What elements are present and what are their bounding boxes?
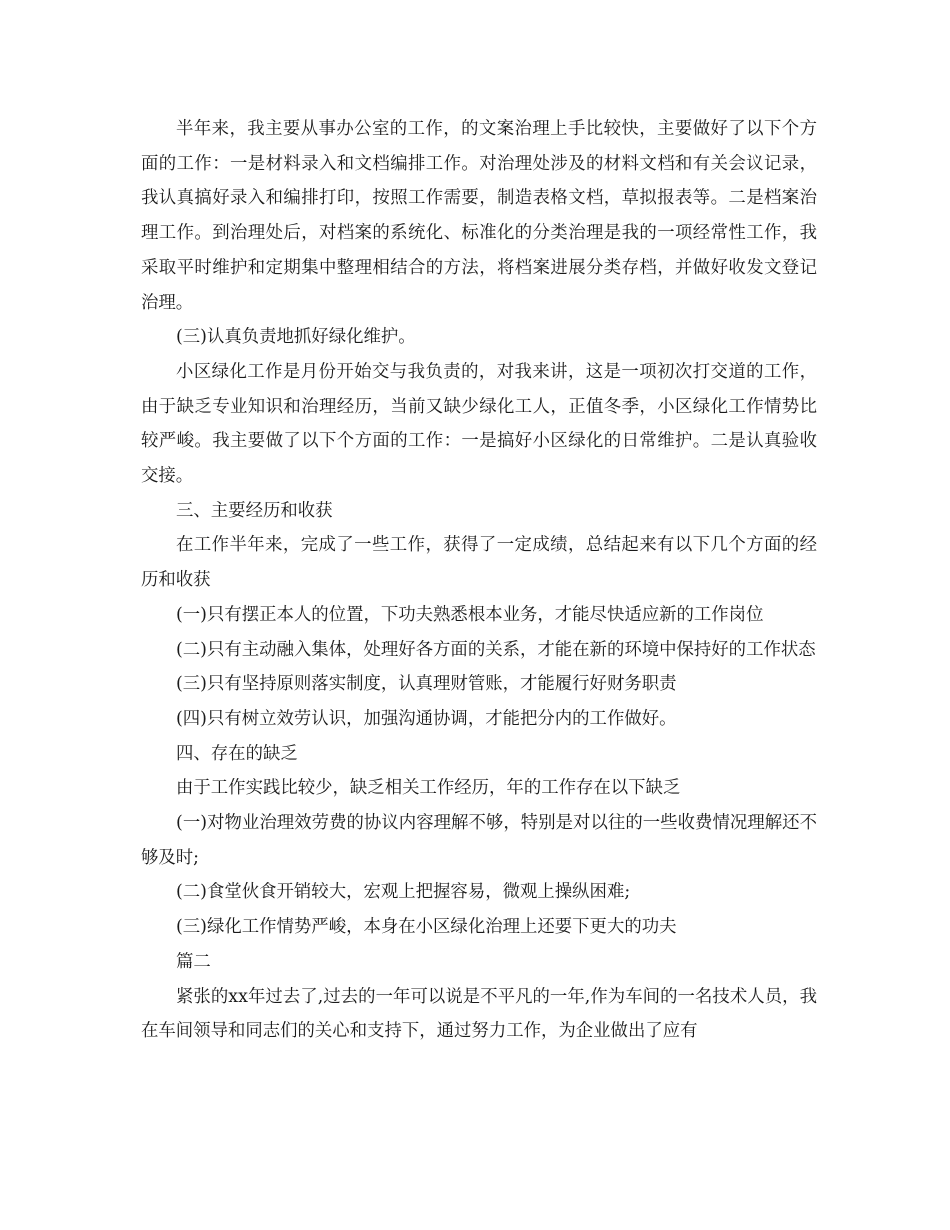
paragraph-part-two-intro: 紧张的xx年过去了,过去的一年可以说是不平凡的一年,作为车间的一名技术人员，我在车间领导和同志们的关心和支持下，通过努力工作，为企业做出了应有 [141,986,817,1042]
section-heading-experience: 三、主要经历和收获 [176,500,333,521]
paragraph-work-overview: 半年来，我主要从事办公室的工作，的文案治理上手比较快，主要做好了以下个方面的工作：一是材料录入和文档编排工作。对治理处涉及的材料文档和有关会议记录，我认真搞好录入和编排打印，按照工作需要，制造表格文档，草拟报表等。二是档案治理工作。到治理处后，对档案的系统化、标准化的分类治理是我的一项经常性工作，我采取平时维护和定期集中整理相结合的方法，将档案进展分类存档，并做好收发文登记治理。 [141,119,817,313]
list-item-experience-4: (四)只有树立效劳认识，加强沟通协调，才能把分内的工作做好。 [176,708,677,729]
list-item-shortcoming-1: (一)对物业治理效劳费的协议内容理解不够，特别是对以往的一些收费情况理解还不够及时; [141,813,817,868]
section-heading-part-two: 篇二 [176,951,211,972]
section-heading-shortcomings: 四、存在的缺乏 [176,743,298,764]
paragraph-shortcomings-intro: 由于工作实践比较少，缺乏相关工作经历，年的工作存在以下缺乏 [176,778,681,799]
list-item-experience-1: (一)只有摆正本人的位置，下功夫熟悉根本业务，才能尽快适应新的工作岗位 [176,604,764,625]
list-item-experience-2: (二)只有主动融入集体，处理好各方面的关系，才能在新的环境中保持好的工作状态 [176,639,816,660]
list-item-shortcoming-3: (三)绿化工作情势严峻，本身在小区绿化治理上还要下更大的功夫 [176,917,677,938]
paragraph-greening-heading: (三)认真负责地抓好绿化维护。 [176,327,416,348]
paragraph-greening-work: 小区绿化工作是月份开始交与我负责的，对我来讲，这是一项初次打交道的工作，由于缺乏专业知识和治理经历，当前又缺少绿化工人，正值冬季，小区绿化工作情势比较严峻。我主要做了以下个方面的工作：一是搞好小区绿化的日常维护。二是认真验收交接。 [141,361,817,487]
list-item-experience-3: (三)只有坚持原则落实制度，认真理财管账，才能履行好财务职责 [176,674,677,695]
list-item-shortcoming-2: (二)食堂伙食开销较大，宏观上把握容易，微观上操纵困难; [176,882,631,903]
paragraph-experience-intro: 在工作半年来，完成了一些工作，获得了一定成绩，总结起来有以下几个方面的经历和收获 [141,535,817,591]
document-body [141,112,817,1049]
